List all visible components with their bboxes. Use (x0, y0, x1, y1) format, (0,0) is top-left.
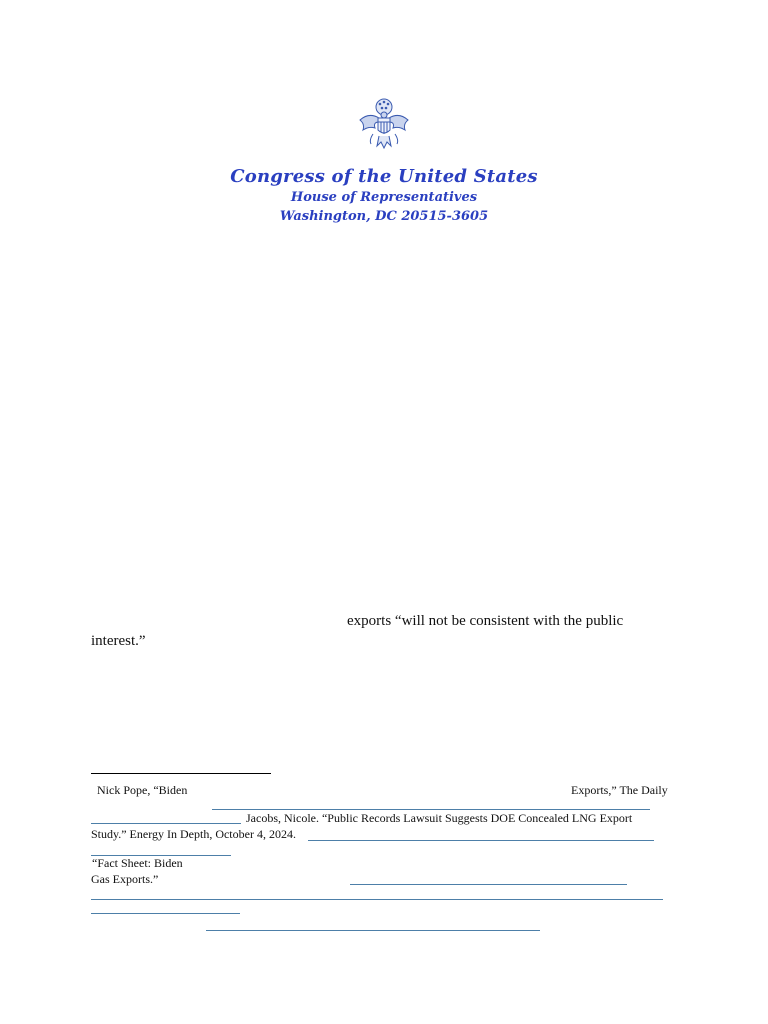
footnote-1-link[interactable] (212, 809, 650, 810)
body-text-line: exports “will not be consistent with the public (347, 613, 624, 629)
footnote-1-source: Exports,” The Daily (571, 783, 668, 797)
footnote-1-text: Nick Pope, “Biden (97, 783, 188, 797)
body-text-line-2: interest.” (91, 633, 146, 649)
footnote-2-line-1: Jacobs, Nicole. “Public Records Lawsuit Suggests DOE Concealed LNG Export (246, 811, 633, 825)
footnote-3-link[interactable] (350, 884, 627, 885)
footnote-3-link-cont-2[interactable] (91, 913, 240, 914)
great-seal-emblem (357, 94, 411, 152)
footnote-2-link[interactable] (308, 840, 654, 841)
footnote-1-link-cont[interactable] (91, 823, 241, 824)
footnote-3-line-1: “Fact Sheet: Biden (92, 856, 183, 870)
footnote-3-link-cont[interactable] (91, 899, 663, 900)
footnote-separator (91, 773, 271, 774)
footnote-2-line-2: Study.” Energy In Depth, October 4, 2024. (91, 827, 296, 841)
letterhead-address: Washington, DC 20515-3605 (279, 209, 489, 224)
footnote-4-link[interactable] (206, 930, 540, 931)
letterhead-congress: Congress of the United States (230, 166, 538, 187)
footnote-3-line-2: Gas Exports.” (91, 872, 159, 886)
letterhead-house: House of Representatives (290, 190, 478, 205)
